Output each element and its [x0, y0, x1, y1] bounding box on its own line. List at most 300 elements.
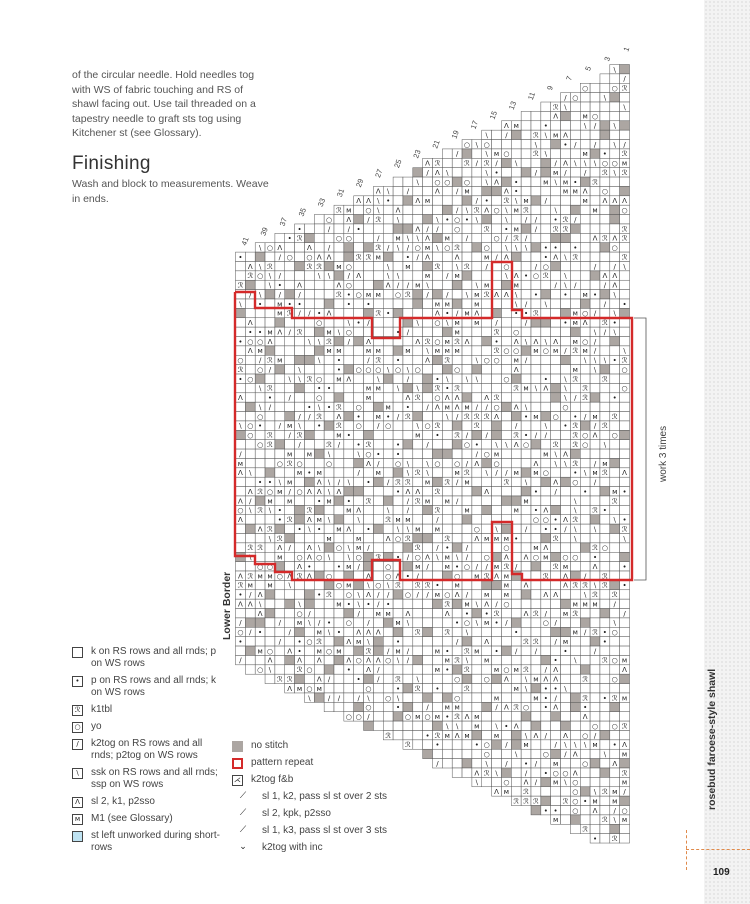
chart-cell-symbol: Λ: [592, 562, 598, 571]
chart-cell-symbol: Λ: [612, 234, 618, 243]
chart-cell: [521, 655, 531, 664]
chart-cell-symbol: ℛ: [414, 544, 421, 553]
chart-cell-symbol: ○: [385, 572, 392, 581]
chart-cell: [236, 524, 246, 533]
chart-cell-symbol: ᴍ: [572, 337, 578, 346]
chart-cell: [255, 308, 265, 317]
chart-cell: [295, 346, 305, 355]
chart-cell-symbol: /: [593, 122, 597, 131]
chart-cell-symbol: ᴍ: [346, 562, 352, 571]
chart-cell-symbol: \: [396, 525, 400, 534]
chart-cell-symbol: •: [474, 440, 479, 449]
chart-cell-symbol: •: [435, 431, 440, 440]
chart-cell: [304, 393, 314, 402]
chart-cell: [472, 383, 482, 392]
chart-cell-symbol: ○: [463, 178, 471, 187]
chart-cell: [364, 468, 374, 477]
chart-cell: [580, 449, 590, 458]
chart-cell-symbol: ○: [434, 459, 441, 468]
chart-cell: [570, 637, 580, 646]
chart-cell-symbol: Λ: [454, 731, 460, 740]
chart-cell: [531, 365, 541, 374]
chart-cell: [492, 487, 502, 496]
chart-cell: [541, 412, 551, 421]
chart-cell: [590, 215, 600, 224]
chart-cell: [521, 149, 531, 158]
chart-cell-symbol: ᴍ: [444, 403, 450, 412]
chart-cell: [344, 308, 354, 317]
chart-cell-symbol: /: [505, 619, 508, 628]
chart-cell-symbol: ℛ: [414, 497, 421, 506]
chart-cell: [551, 261, 561, 270]
chart-cell: [245, 402, 255, 411]
chart-cell-symbol: ○: [355, 290, 362, 299]
chart-cell: [580, 421, 590, 430]
chart-cell-symbol: ○: [266, 487, 274, 496]
chart-cell: [364, 505, 374, 514]
chart-cell-symbol: •: [395, 553, 401, 562]
chart-cell-symbol: Λ: [435, 168, 440, 177]
chart-cell-symbol: ℛ: [582, 581, 588, 590]
chart-cell-symbol: /: [298, 440, 301, 449]
chart-cell-symbol: •: [612, 741, 617, 750]
chart-cell: [383, 627, 393, 636]
chart-cell-symbol: ○: [621, 806, 628, 815]
chart-cell-symbol: Λ: [592, 234, 598, 243]
chart-cell: [324, 684, 334, 693]
chart-cell-symbol: ᴍ: [444, 731, 450, 740]
chart-cell-symbol: ᴍ: [444, 656, 450, 665]
chart-cell: [354, 243, 364, 252]
chart-cell: [442, 158, 452, 167]
chart-cell-symbol: •: [612, 356, 617, 365]
chart-cell-symbol: ᴍ: [395, 234, 401, 243]
chart-cell-symbol: Λ: [247, 600, 253, 609]
chart-cell-symbol: ○: [394, 365, 402, 374]
chart-cell: [610, 186, 620, 195]
chart-cell-symbol: ᴍ: [336, 600, 342, 609]
chart-cell-symbol: \: [426, 281, 429, 290]
legend-item: [232, 825, 387, 837]
chart-cell: [541, 402, 551, 411]
chart-cell: [442, 505, 452, 514]
chart-cell: [344, 458, 354, 467]
chart-cell: [580, 140, 590, 149]
chart-cell: [620, 402, 630, 411]
chart-cell: [511, 759, 521, 768]
chart-cell-symbol: ℛ: [572, 581, 579, 590]
chart-cell: [580, 93, 590, 102]
chart-cell: [265, 290, 275, 299]
chart-cell: [620, 618, 630, 627]
chart-cell: [482, 580, 492, 589]
sl1-k2-psso-icon: ⟋: [232, 792, 254, 801]
chart-cell-symbol: Λ: [238, 516, 243, 525]
chart-cell: [580, 177, 590, 186]
chart-cell: [462, 421, 472, 430]
chart-cell: [364, 487, 374, 496]
chart-cell: [521, 224, 531, 233]
chart-cell: [265, 468, 275, 477]
chart-cell: [413, 599, 423, 608]
chart-cell-symbol: Λ: [494, 290, 499, 299]
chart-cell-symbol: /: [455, 478, 459, 487]
chart-cell: [403, 627, 413, 636]
chart-cell-symbol: ○: [355, 553, 362, 562]
chart-cell-symbol: \: [564, 384, 567, 393]
chart-cell-symbol: /: [387, 478, 390, 487]
chart-cell-symbol: \: [347, 478, 350, 487]
chart-cell: [620, 130, 630, 139]
chart-cell-symbol: ᴍ: [287, 497, 293, 506]
chart-cell-symbol: •: [583, 703, 588, 712]
chart-cell: [442, 440, 452, 449]
chart-cell: [255, 534, 265, 543]
chart-cell: [580, 477, 590, 486]
chart-cell-symbol: ○: [493, 403, 500, 412]
chart-cell: [413, 346, 423, 355]
chart-cell: [314, 693, 324, 702]
chart-cell: [403, 224, 413, 233]
chart-cell: [236, 271, 246, 280]
chart-cell-symbol: ᴍ: [513, 356, 519, 365]
chart-cell-symbol: ℛ: [621, 168, 628, 177]
chart-cell: [541, 327, 551, 336]
chart-cell: [482, 646, 492, 655]
chart-cell: [561, 787, 571, 796]
chart-cell-symbol: \: [485, 178, 488, 187]
chart-cell: [364, 402, 374, 411]
chart-cell: [423, 299, 433, 308]
chart-cell: [334, 383, 344, 392]
chart-cell: [472, 637, 482, 646]
chart-cell: [442, 205, 452, 214]
chart-cell-symbol: ᴍ: [287, 450, 293, 459]
chart-cell: [482, 730, 492, 739]
chart-cell-symbol: ○: [247, 431, 254, 440]
chart-cell: [551, 543, 561, 552]
chart-cell-symbol: \: [583, 469, 587, 478]
chart-cell-symbol: ℛ: [286, 459, 293, 468]
chart-cell: [620, 327, 630, 336]
chart-cell-symbol: ᴍ: [493, 150, 500, 159]
decorative-line: [686, 849, 750, 850]
chart-cell: [551, 140, 561, 149]
chart-cell-symbol: ○: [326, 215, 333, 224]
chart-cell-symbol: \: [475, 778, 478, 787]
chart-cell: [442, 693, 452, 702]
chart-cell: [354, 487, 364, 496]
chart-cell-symbol: ○: [237, 356, 244, 365]
chart-cell: [610, 337, 620, 346]
chart-cell: [551, 712, 561, 721]
chart-cell: [482, 702, 492, 711]
row-label: 29: [354, 177, 366, 189]
chart-cell: [433, 618, 443, 627]
chart-cell-symbol: \: [367, 694, 370, 703]
chart-cell-symbol: ᴍ: [375, 253, 381, 262]
chart-cell-symbol: ○: [424, 422, 431, 431]
chart-cell-symbol: /: [288, 328, 291, 337]
chart-cell-symbol: ℛ: [257, 544, 263, 553]
chart-cell: [452, 280, 462, 289]
chart-cell: [354, 327, 364, 336]
chart-cell-symbol: •: [326, 619, 332, 628]
chart-cell: [433, 355, 443, 364]
chart-cell-symbol: Λ: [592, 431, 598, 440]
chart-cell: [541, 290, 551, 299]
chart-cell: [245, 449, 255, 458]
chart-cell-symbol: Λ: [385, 534, 391, 543]
chart-cell-symbol: /: [524, 525, 528, 534]
chart-cell-symbol: ᴍ: [513, 225, 519, 234]
chart-cell-symbol: ᴍ: [523, 197, 529, 206]
chart-cell: [482, 477, 492, 486]
chart-cell-symbol: ○: [513, 347, 520, 356]
chart-cell: [275, 412, 285, 421]
chart-cell: [334, 674, 344, 683]
chart-cell-symbol: ○: [611, 656, 618, 665]
chart-cell: [580, 515, 590, 524]
chart-cell: [255, 280, 265, 289]
chart-cell-symbol: •: [445, 215, 450, 224]
chart-cell: [551, 383, 561, 392]
yo-icon: ○: [72, 722, 83, 733]
chart-cell: [334, 252, 344, 261]
chart-cell: [531, 787, 541, 796]
chart-cell-symbol: /: [593, 478, 597, 487]
chart-cell-symbol: /: [603, 328, 607, 337]
chart-cell: [600, 496, 610, 505]
chart-cell-symbol: \: [318, 337, 321, 346]
chart-cell: [433, 721, 443, 730]
chart-cell-symbol: ℛ: [592, 506, 598, 515]
chart-cell: [304, 233, 314, 242]
chart-cell: [600, 243, 610, 252]
chart-cell: [600, 665, 610, 674]
chart-cell-symbol: /: [278, 253, 281, 262]
chart-cell-symbol: \: [613, 122, 616, 131]
chart-cell: [285, 618, 295, 627]
chart-cell-symbol: /: [554, 159, 557, 168]
chart-cell: [600, 768, 610, 777]
chart-cell: [403, 215, 413, 224]
chart-cell: [511, 730, 521, 739]
sl1-k3-psso-icon: ⟋: [232, 826, 254, 835]
chart-cell: [403, 580, 413, 589]
chart-cell: [393, 627, 403, 636]
chart-cell: [304, 599, 314, 608]
chart-cell: [472, 327, 482, 336]
chart-cell-symbol: \: [416, 319, 419, 328]
chart-cell-symbol: /: [593, 731, 597, 740]
chart-cell: [236, 543, 246, 552]
chart-cell-symbol: ℛ: [414, 394, 421, 403]
chart-cell-symbol: ○: [483, 244, 490, 253]
chart-cell-symbol: \: [475, 619, 478, 628]
chart-cell: [373, 646, 383, 655]
chart-cell: [610, 768, 620, 777]
chart-cell-symbol: ℛ: [405, 741, 411, 750]
chart-cell-symbol: Λ: [503, 187, 509, 196]
chart-cell-symbol: •: [395, 328, 401, 337]
chart-cell-symbol: /: [534, 225, 538, 234]
chart-cell-symbol: ○: [611, 675, 618, 684]
chart-cell: [452, 233, 462, 242]
chart-cell-symbol: /: [288, 487, 291, 496]
chart-cell-symbol: Λ: [415, 337, 421, 346]
chart-cell-symbol: ○: [503, 778, 510, 787]
chart-cell-symbol: ᴍ: [533, 347, 539, 356]
chart-cell: [610, 93, 620, 102]
chart-cell: [620, 730, 630, 739]
chart-cell: [334, 655, 344, 664]
chart-cell-symbol: ℛ: [592, 178, 598, 187]
chart-cell-symbol: Λ: [297, 281, 302, 290]
chart-cell: [334, 609, 344, 618]
chart-cell: [501, 487, 511, 496]
chart-cell: [423, 599, 433, 608]
chart-cell-symbol: \: [564, 375, 567, 384]
chart-cell: [580, 721, 590, 730]
chart-cell-symbol: ᴍ: [572, 319, 578, 328]
chart-cell-symbol: •: [543, 253, 548, 262]
chart-cell-symbol: •: [533, 506, 538, 515]
chart-cell: [511, 393, 521, 402]
chart-cell-symbol: /: [564, 168, 567, 177]
chart-cell-symbol: \: [593, 328, 597, 337]
chart-cell: [324, 290, 334, 299]
chart-cell-symbol: ℛ: [602, 319, 608, 328]
chart-cell: [570, 449, 580, 458]
chart-cell-symbol: Λ: [513, 337, 519, 346]
chart-cell: [620, 412, 630, 421]
chart-cell-symbol: Λ: [366, 666, 371, 675]
chart-cell-symbol: ᴍ: [454, 703, 460, 712]
chart-cell-symbol: \: [574, 525, 577, 534]
chart-cell: [492, 243, 502, 252]
chart-cell: [521, 534, 531, 543]
chart-cell: [373, 543, 383, 552]
chart-cell: [501, 693, 511, 702]
chart-cell-symbol: ○: [523, 703, 530, 712]
chart-cell-symbol: ℛ: [503, 197, 510, 206]
chart-cell-symbol: \: [268, 666, 272, 675]
chart-cell: [462, 252, 472, 261]
chart-cell: [393, 308, 403, 317]
pattern-repeat-icon: [232, 758, 243, 769]
chart-cell-symbol: /: [485, 562, 488, 571]
chart-cell: [561, 337, 571, 346]
chart-cell-symbol: •: [464, 215, 470, 224]
chart-cell: [334, 515, 344, 524]
chart-cell-symbol: /: [574, 215, 577, 224]
chart-cell-symbol: ᴍ: [474, 722, 480, 731]
chart-cell-symbol: Λ: [326, 309, 332, 318]
chart-cell: [433, 562, 443, 571]
chart-cell: [541, 308, 551, 317]
chart-cell: [324, 580, 334, 589]
chart-cell: [482, 712, 492, 721]
chart-cell-symbol: ᴍ: [355, 544, 362, 553]
chart-cell-symbol: /: [554, 741, 557, 750]
chart-cell: [462, 721, 472, 730]
chart-cell: [255, 318, 265, 327]
chart-cell: [344, 684, 354, 693]
chart-cell-symbol: ○: [365, 450, 372, 459]
chart-cell: [442, 149, 452, 158]
chart-cell-symbol: \: [249, 553, 252, 562]
chart-cell-symbol: ᴍ: [621, 656, 628, 665]
chart-cell-symbol: \: [564, 272, 567, 281]
chart-cell: [551, 186, 561, 195]
chart-cell: [492, 777, 502, 786]
chart-cell: [580, 646, 590, 655]
chart-cell-symbol: /: [249, 497, 252, 506]
chart-cell: [472, 580, 482, 589]
chart-cell: [393, 224, 403, 233]
chart-cell: [462, 346, 472, 355]
chart-cell: [482, 496, 492, 505]
chart-cell: [531, 768, 541, 777]
chart-cell: [334, 552, 344, 561]
chart-cell-symbol: /: [465, 459, 469, 468]
chart-cell-symbol: ᴍ: [513, 666, 519, 675]
chart-cell: [561, 627, 571, 636]
chart-cell: [521, 627, 531, 636]
chart-cell-symbol: Λ: [484, 637, 490, 646]
chart-cell-symbol: \: [544, 300, 547, 309]
chart-cell-symbol: ᴍ: [474, 319, 480, 328]
chart-cell-symbol: ○: [532, 553, 539, 562]
chart-cell: [472, 393, 482, 402]
chart-cell: [541, 712, 551, 721]
chart-cell: [501, 337, 511, 346]
chart-cell-symbol: Λ: [622, 469, 627, 478]
chart-cell: [236, 440, 246, 449]
chart-cell: [285, 552, 295, 561]
chart-cell-symbol: \: [554, 450, 557, 459]
chart-cell: [462, 383, 472, 392]
chart-cell: [393, 421, 403, 430]
chart-cell: [265, 412, 275, 421]
chart-cell-symbol: /: [593, 140, 597, 149]
chart-cell-symbol: \: [327, 516, 331, 525]
chart-cell-symbol: ○: [493, 234, 500, 243]
chart-cell: [275, 365, 285, 374]
chart-cell-symbol: ℛ: [523, 206, 529, 215]
chart-cell-symbol: ○: [552, 412, 559, 421]
chart-cell-symbol: •: [238, 637, 243, 646]
row-label: 17: [468, 119, 480, 131]
chart-cell: [580, 233, 590, 242]
chart-cell-symbol: Λ: [533, 459, 539, 468]
chart-cell: [551, 468, 561, 477]
chart-cell: [610, 102, 620, 111]
chart-cell-symbol: •: [445, 666, 450, 675]
chart-cell-symbol: /: [367, 319, 370, 328]
chart-cell: [285, 440, 295, 449]
chart-cell-symbol: Λ: [523, 553, 529, 562]
chart-cell: [570, 702, 580, 711]
chart-cell-symbol: \: [613, 816, 616, 825]
chart-cell: [423, 543, 433, 552]
chart-cell: [541, 205, 551, 214]
chart-cell: [580, 552, 590, 561]
chart-cell-symbol: ○: [572, 778, 579, 787]
chart-cell: [531, 440, 541, 449]
chart-cell-symbol: Λ: [572, 750, 578, 759]
